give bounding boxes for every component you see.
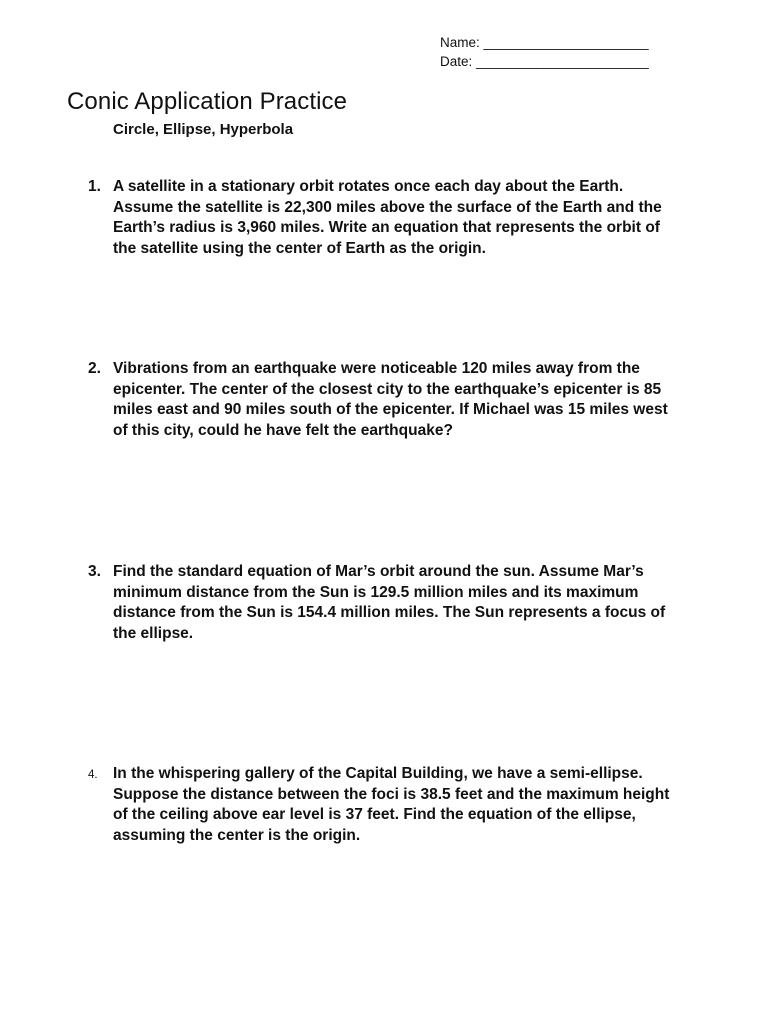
problem-line: distance from the Sun is 154.4 million miles. The Sun represents a focus of (113, 604, 666, 621)
page-subtitle: Circle, Ellipse, Hyperbola (113, 121, 294, 138)
problem-item (88, 359, 718, 441)
problem-line: Find the standard equation of Mar’s orbit around the sun. Assume Mar’s (113, 563, 644, 580)
problem-number: 2. (88, 360, 101, 377)
problem-line: minimum distance from the Sun is 129.5 million miles and its maximum (113, 583, 639, 601)
problem-item (88, 764, 718, 846)
name-field: Name: ______________________ (440, 35, 649, 50)
problem-line: assuming the center is the origin. (113, 826, 361, 844)
problem-line: of this city, could he have felt the earthquake? (113, 421, 453, 439)
date-field: Date: _______________________ (440, 54, 649, 69)
problem-number: 4. (88, 769, 98, 781)
problem-text (113, 359, 718, 441)
problem-line: the ellipse. (113, 624, 194, 642)
problem-line: Vibrations from an earthquake were noticeable 120 miles away from the (113, 360, 640, 377)
problem-text (113, 562, 718, 644)
problem-line: miles east and 90 miles south of the epicenter. If Michael was 15 miles west (113, 401, 668, 418)
problem-number: 3. (88, 563, 101, 580)
problem-line: Assume the satellite is 22,300 miles above the surface of the Earth and the (113, 198, 662, 216)
problem-text (113, 177, 718, 259)
problem-line: the satellite using the center of Earth as the origin. (113, 239, 486, 257)
header-fields (440, 33, 649, 71)
problem-line: Earth’s radius is 3,960 miles. Write an equation that represents the orbit of (113, 219, 660, 236)
problem-item (88, 562, 718, 644)
problem-line: Suppose the distance between the foci is 38.5 feet and the maximum height (113, 785, 670, 803)
problem-line: of the ceiling above ear level is 37 feet. Find the equation of the ellipse, (113, 806, 636, 823)
problem-text (113, 764, 718, 846)
problem-item (88, 177, 718, 259)
problem-number: 1. (88, 178, 101, 195)
problem-line: A satellite in a stationary orbit rotates once each day about the Earth. (113, 178, 624, 195)
problem-line: epicenter. The center of the closest city to the earthquake’s epicenter is 85 (113, 380, 662, 398)
problem-line: In the whispering gallery of the Capital Building, we have a semi-ellipse. (113, 765, 643, 782)
page-title: Conic Application Practice (67, 88, 348, 115)
